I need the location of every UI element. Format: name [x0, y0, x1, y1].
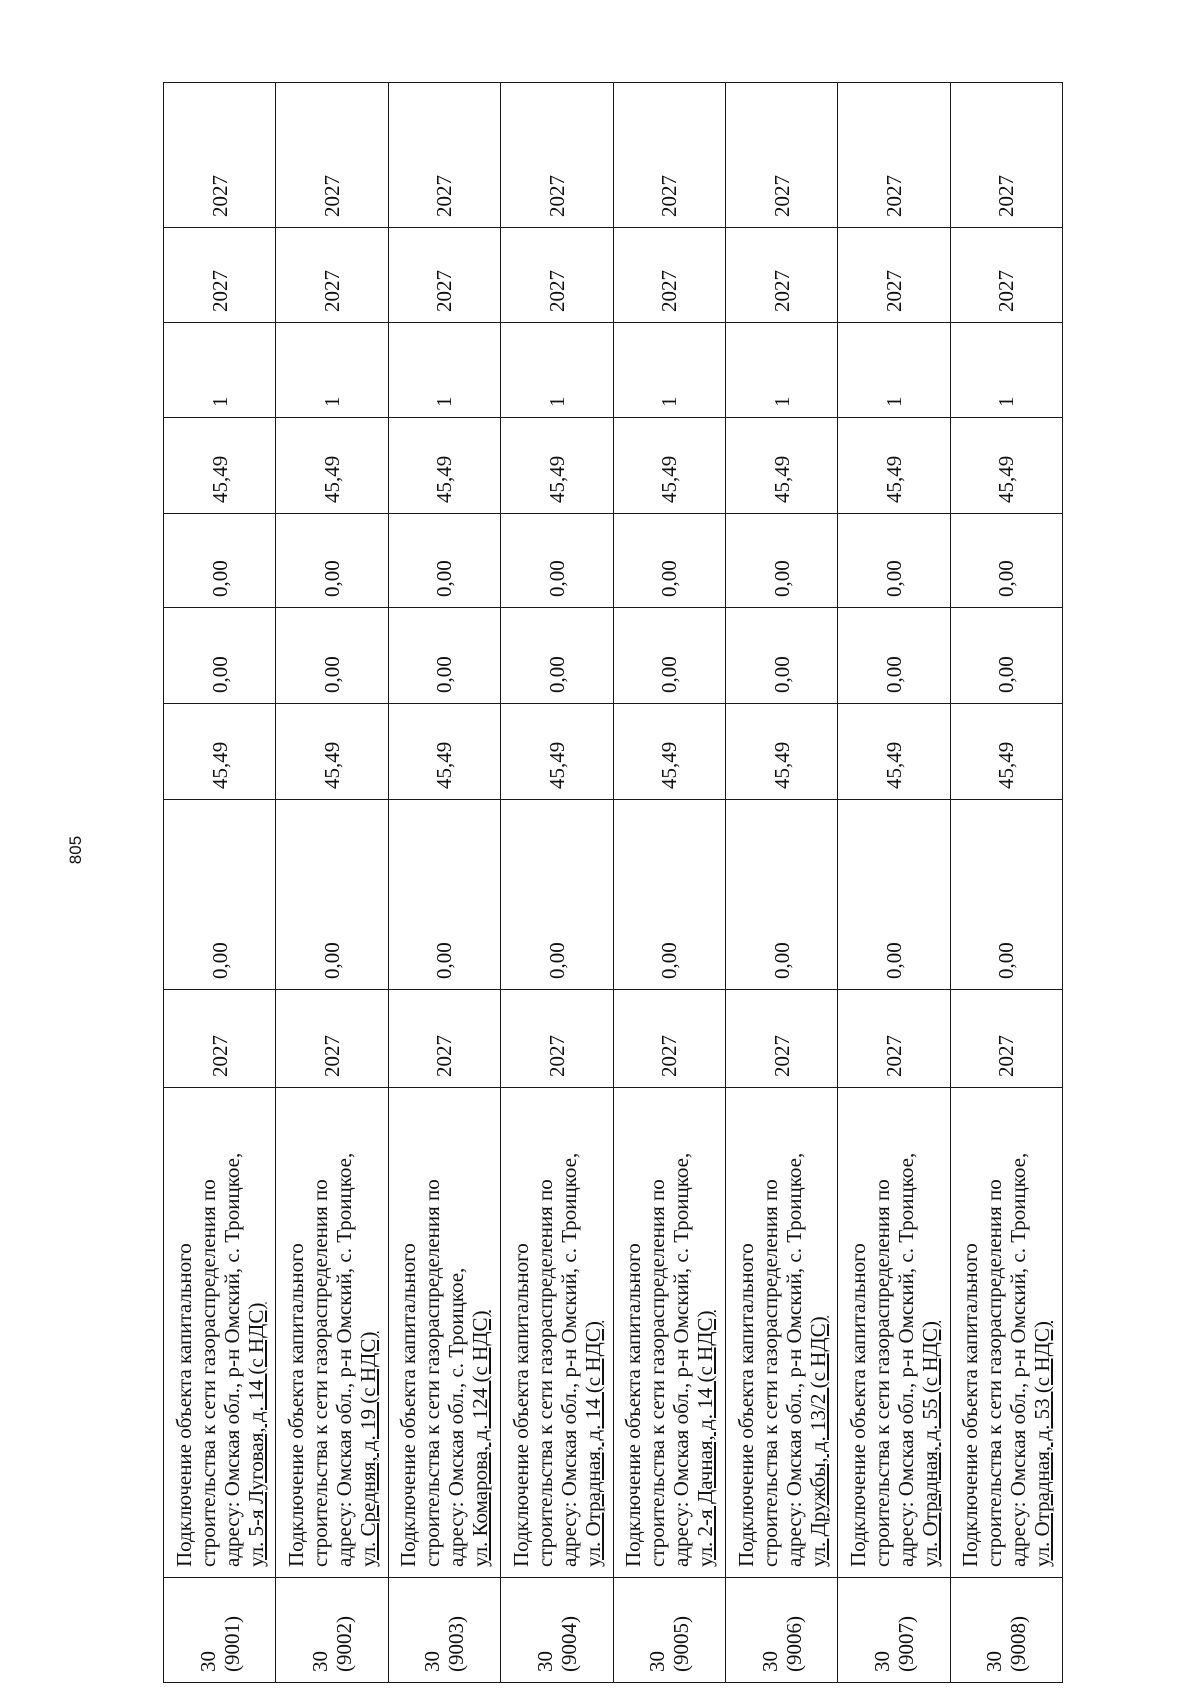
table-row — [950, 83, 1062, 1683]
description-cell — [613, 1088, 725, 1578]
value-cell-8: 2027 — [276, 83, 388, 228]
item-number: 30 — [869, 1651, 894, 1672]
value-cell-1: 0,00 — [388, 800, 500, 990]
description-line: адресу: Омская обл., р-н Омский, с. Троицкое, — [219, 1152, 244, 1567]
year-cell: 2027 — [164, 990, 276, 1088]
table-row — [164, 83, 276, 1683]
value-cell-4: 0,00 — [276, 514, 388, 608]
row-number-cell — [501, 1578, 613, 1683]
year-cell: 2027 — [501, 990, 613, 1088]
description-line: строительства к сети газораспределения по — [420, 1179, 445, 1567]
description-line: адресу: Омская обл., с. Троицкое, — [444, 1267, 469, 1567]
table-row — [838, 83, 950, 1683]
description-line: адресу: Омская обл., р-н Омский, с. Троицкое, — [669, 1152, 694, 1567]
description-cell — [164, 1088, 276, 1578]
description-line: адресу: Омская обл., р-н Омский, с. Троицкое, — [893, 1152, 918, 1567]
row-number-cell — [725, 1578, 837, 1683]
value-cell-2: 45,49 — [838, 704, 950, 800]
item-code: (9005) — [669, 1616, 694, 1672]
value-cell-3: 0,00 — [388, 608, 500, 704]
description-line: строительства к сети газораспределения по — [308, 1179, 333, 1567]
description-line: Подключение объекта капитального — [621, 1243, 646, 1567]
description-cell — [388, 1088, 500, 1578]
description-line: строительства к сети газораспределения по — [757, 1179, 782, 1567]
value-cell-2: 45,49 — [501, 704, 613, 800]
description-line: строительства к сети газораспределения по — [869, 1179, 894, 1567]
item-number: 30 — [532, 1651, 557, 1672]
year-cell: 2027 — [276, 990, 388, 1088]
value-cell-6: 1 — [950, 323, 1062, 418]
value-cell-4: 0,00 — [613, 514, 725, 608]
value-cell-4: 0,00 — [501, 514, 613, 608]
item-code: (9008) — [1006, 1616, 1031, 1672]
value-cell-7: 2027 — [950, 228, 1062, 323]
value-cell-5: 45,49 — [388, 418, 500, 514]
value-cell-1: 0,00 — [276, 800, 388, 990]
description-line: адресу: Омская обл., р-н Омский, с. Троицкое, — [781, 1152, 806, 1567]
table-row — [501, 83, 613, 1683]
description-line: ул. Отрадная, д. 55 (с НДС) — [917, 1321, 942, 1567]
value-cell-5: 45,49 — [950, 418, 1062, 514]
value-cell-5: 45,49 — [164, 418, 276, 514]
description-line: ул. Отрадная, д. 14 (с НДС) — [580, 1321, 605, 1567]
row-number-cell — [276, 1578, 388, 1683]
value-cell-6: 1 — [838, 323, 950, 418]
value-cell-1: 0,00 — [501, 800, 613, 990]
value-cell-7: 2027 — [388, 228, 500, 323]
value-cell-5: 45,49 — [276, 418, 388, 514]
value-cell-8: 2027 — [725, 83, 837, 228]
description-line: строительства к сети газораспределения по — [195, 1179, 220, 1567]
description-line: ул. Комарова, д. 124 (с НДС) — [468, 1310, 493, 1567]
value-cell-7: 2027 — [613, 228, 725, 323]
item-number: 30 — [982, 1651, 1007, 1672]
value-cell-3: 0,00 — [501, 608, 613, 704]
item-code: (9003) — [444, 1616, 469, 1672]
year-cell: 2027 — [725, 990, 837, 1088]
description-line: ул. Средняя, д. 19 (с НДС) — [356, 1331, 381, 1567]
value-cell-2: 45,49 — [164, 704, 276, 800]
value-cell-4: 0,00 — [388, 514, 500, 608]
value-cell-5: 45,49 — [725, 418, 837, 514]
value-cell-4: 0,00 — [164, 514, 276, 608]
value-cell-1: 0,00 — [950, 800, 1062, 990]
value-cell-7: 2027 — [838, 228, 950, 323]
value-cell-2: 45,49 — [725, 704, 837, 800]
value-cell-8: 2027 — [388, 83, 500, 228]
description-line: адресу: Омская обл., р-н Омский, с. Троицкое, — [1006, 1152, 1031, 1567]
value-cell-8: 2027 — [838, 83, 950, 228]
value-cell-1: 0,00 — [613, 800, 725, 990]
value-cell-1: 0,00 — [725, 800, 837, 990]
value-cell-4: 0,00 — [725, 514, 837, 608]
item-number: 30 — [420, 1651, 445, 1672]
table-row — [725, 83, 837, 1683]
value-cell-4: 0,00 — [838, 514, 950, 608]
value-cell-1: 0,00 — [164, 800, 276, 990]
table-body — [164, 83, 1063, 1683]
row-number-cell — [838, 1578, 950, 1683]
value-cell-5: 45,49 — [838, 418, 950, 514]
value-cell-6: 1 — [501, 323, 613, 418]
value-cell-8: 2027 — [501, 83, 613, 228]
value-cell-2: 45,49 — [950, 704, 1062, 800]
value-cell-6: 1 — [388, 323, 500, 418]
description-line: Подключение объекта капитального — [508, 1243, 533, 1567]
investment-table — [163, 82, 1063, 1683]
value-cell-8: 2027 — [613, 83, 725, 228]
description-line: адресу: Омская обл., р-н Омский, с. Троицкое, — [556, 1152, 581, 1567]
value-cell-8: 2027 — [950, 83, 1062, 228]
item-code: (9007) — [893, 1616, 918, 1672]
value-cell-7: 2027 — [501, 228, 613, 323]
value-cell-5: 45,49 — [501, 418, 613, 514]
item-code: (9002) — [332, 1616, 357, 1672]
value-cell-3: 0,00 — [164, 608, 276, 704]
value-cell-3: 0,00 — [950, 608, 1062, 704]
row-number-cell — [613, 1578, 725, 1683]
page-number: 805 — [66, 835, 85, 865]
row-number-cell — [164, 1578, 276, 1683]
description-line: Подключение объекта капитального — [733, 1243, 758, 1567]
year-cell: 2027 — [613, 990, 725, 1088]
description-cell — [725, 1088, 837, 1578]
item-code: (9006) — [781, 1616, 806, 1672]
value-cell-3: 0,00 — [725, 608, 837, 704]
rotated-table-sheet — [163, 83, 1063, 1683]
value-cell-6: 1 — [725, 323, 837, 418]
description-cell — [950, 1088, 1062, 1578]
value-cell-7: 2027 — [276, 228, 388, 323]
description-cell — [276, 1088, 388, 1578]
table-row — [613, 83, 725, 1683]
value-cell-7: 2027 — [164, 228, 276, 323]
description-line: строительства к сети газораспределения по — [532, 1179, 557, 1567]
value-cell-2: 45,49 — [388, 704, 500, 800]
table-row — [276, 83, 388, 1683]
item-code: (9001) — [219, 1616, 244, 1672]
table-container — [163, 83, 1063, 1683]
value-cell-4: 0,00 — [950, 514, 1062, 608]
value-cell-3: 0,00 — [838, 608, 950, 704]
year-cell: 2027 — [388, 990, 500, 1088]
row-number-cell — [388, 1578, 500, 1683]
value-cell-6: 1 — [276, 323, 388, 418]
year-cell: 2027 — [838, 990, 950, 1088]
description-line: Подключение объекта капитального — [958, 1243, 983, 1567]
item-number: 30 — [645, 1651, 670, 1672]
description-cell — [501, 1088, 613, 1578]
description-line: ул. 2-я Дачная, д. 14 (с НДС) — [693, 1310, 718, 1567]
value-cell-8: 2027 — [164, 83, 276, 228]
item-number: 30 — [308, 1651, 333, 1672]
value-cell-7: 2027 — [725, 228, 837, 323]
description-line: Подключение объекта капитального — [171, 1243, 196, 1567]
description-line: Подключение объекта капитального — [845, 1243, 870, 1567]
description-line: ул. 5-я Луговая, д. 14 (с НДС) — [243, 1302, 268, 1567]
year-cell: 2027 — [950, 990, 1062, 1088]
value-cell-5: 45,49 — [613, 418, 725, 514]
description-cell — [838, 1088, 950, 1578]
description-line: ул. Дружбы, д. 13/2 (с НДС) — [805, 1316, 830, 1567]
item-code: (9004) — [556, 1616, 581, 1672]
value-cell-6: 1 — [613, 323, 725, 418]
value-cell-2: 45,49 — [276, 704, 388, 800]
item-number: 30 — [757, 1651, 782, 1672]
description-line: строительства к сети газораспределения по — [982, 1179, 1007, 1567]
value-cell-1: 0,00 — [838, 800, 950, 990]
description-line: Подключение объекта капитального — [396, 1243, 421, 1567]
description-line: ул. Отрадная, д. 53 (с НДС) — [1030, 1321, 1055, 1567]
row-number-cell — [950, 1578, 1062, 1683]
description-line: Подключение объекта капитального — [284, 1243, 309, 1567]
value-cell-3: 0,00 — [613, 608, 725, 704]
table-row — [388, 83, 500, 1683]
description-line: адресу: Омская обл., р-н Омский, с. Троицкое, — [332, 1152, 357, 1567]
value-cell-6: 1 — [164, 323, 276, 418]
value-cell-3: 0,00 — [276, 608, 388, 704]
item-number: 30 — [195, 1651, 220, 1672]
description-line: строительства к сети газораспределения по — [645, 1179, 670, 1567]
value-cell-2: 45,49 — [613, 704, 725, 800]
